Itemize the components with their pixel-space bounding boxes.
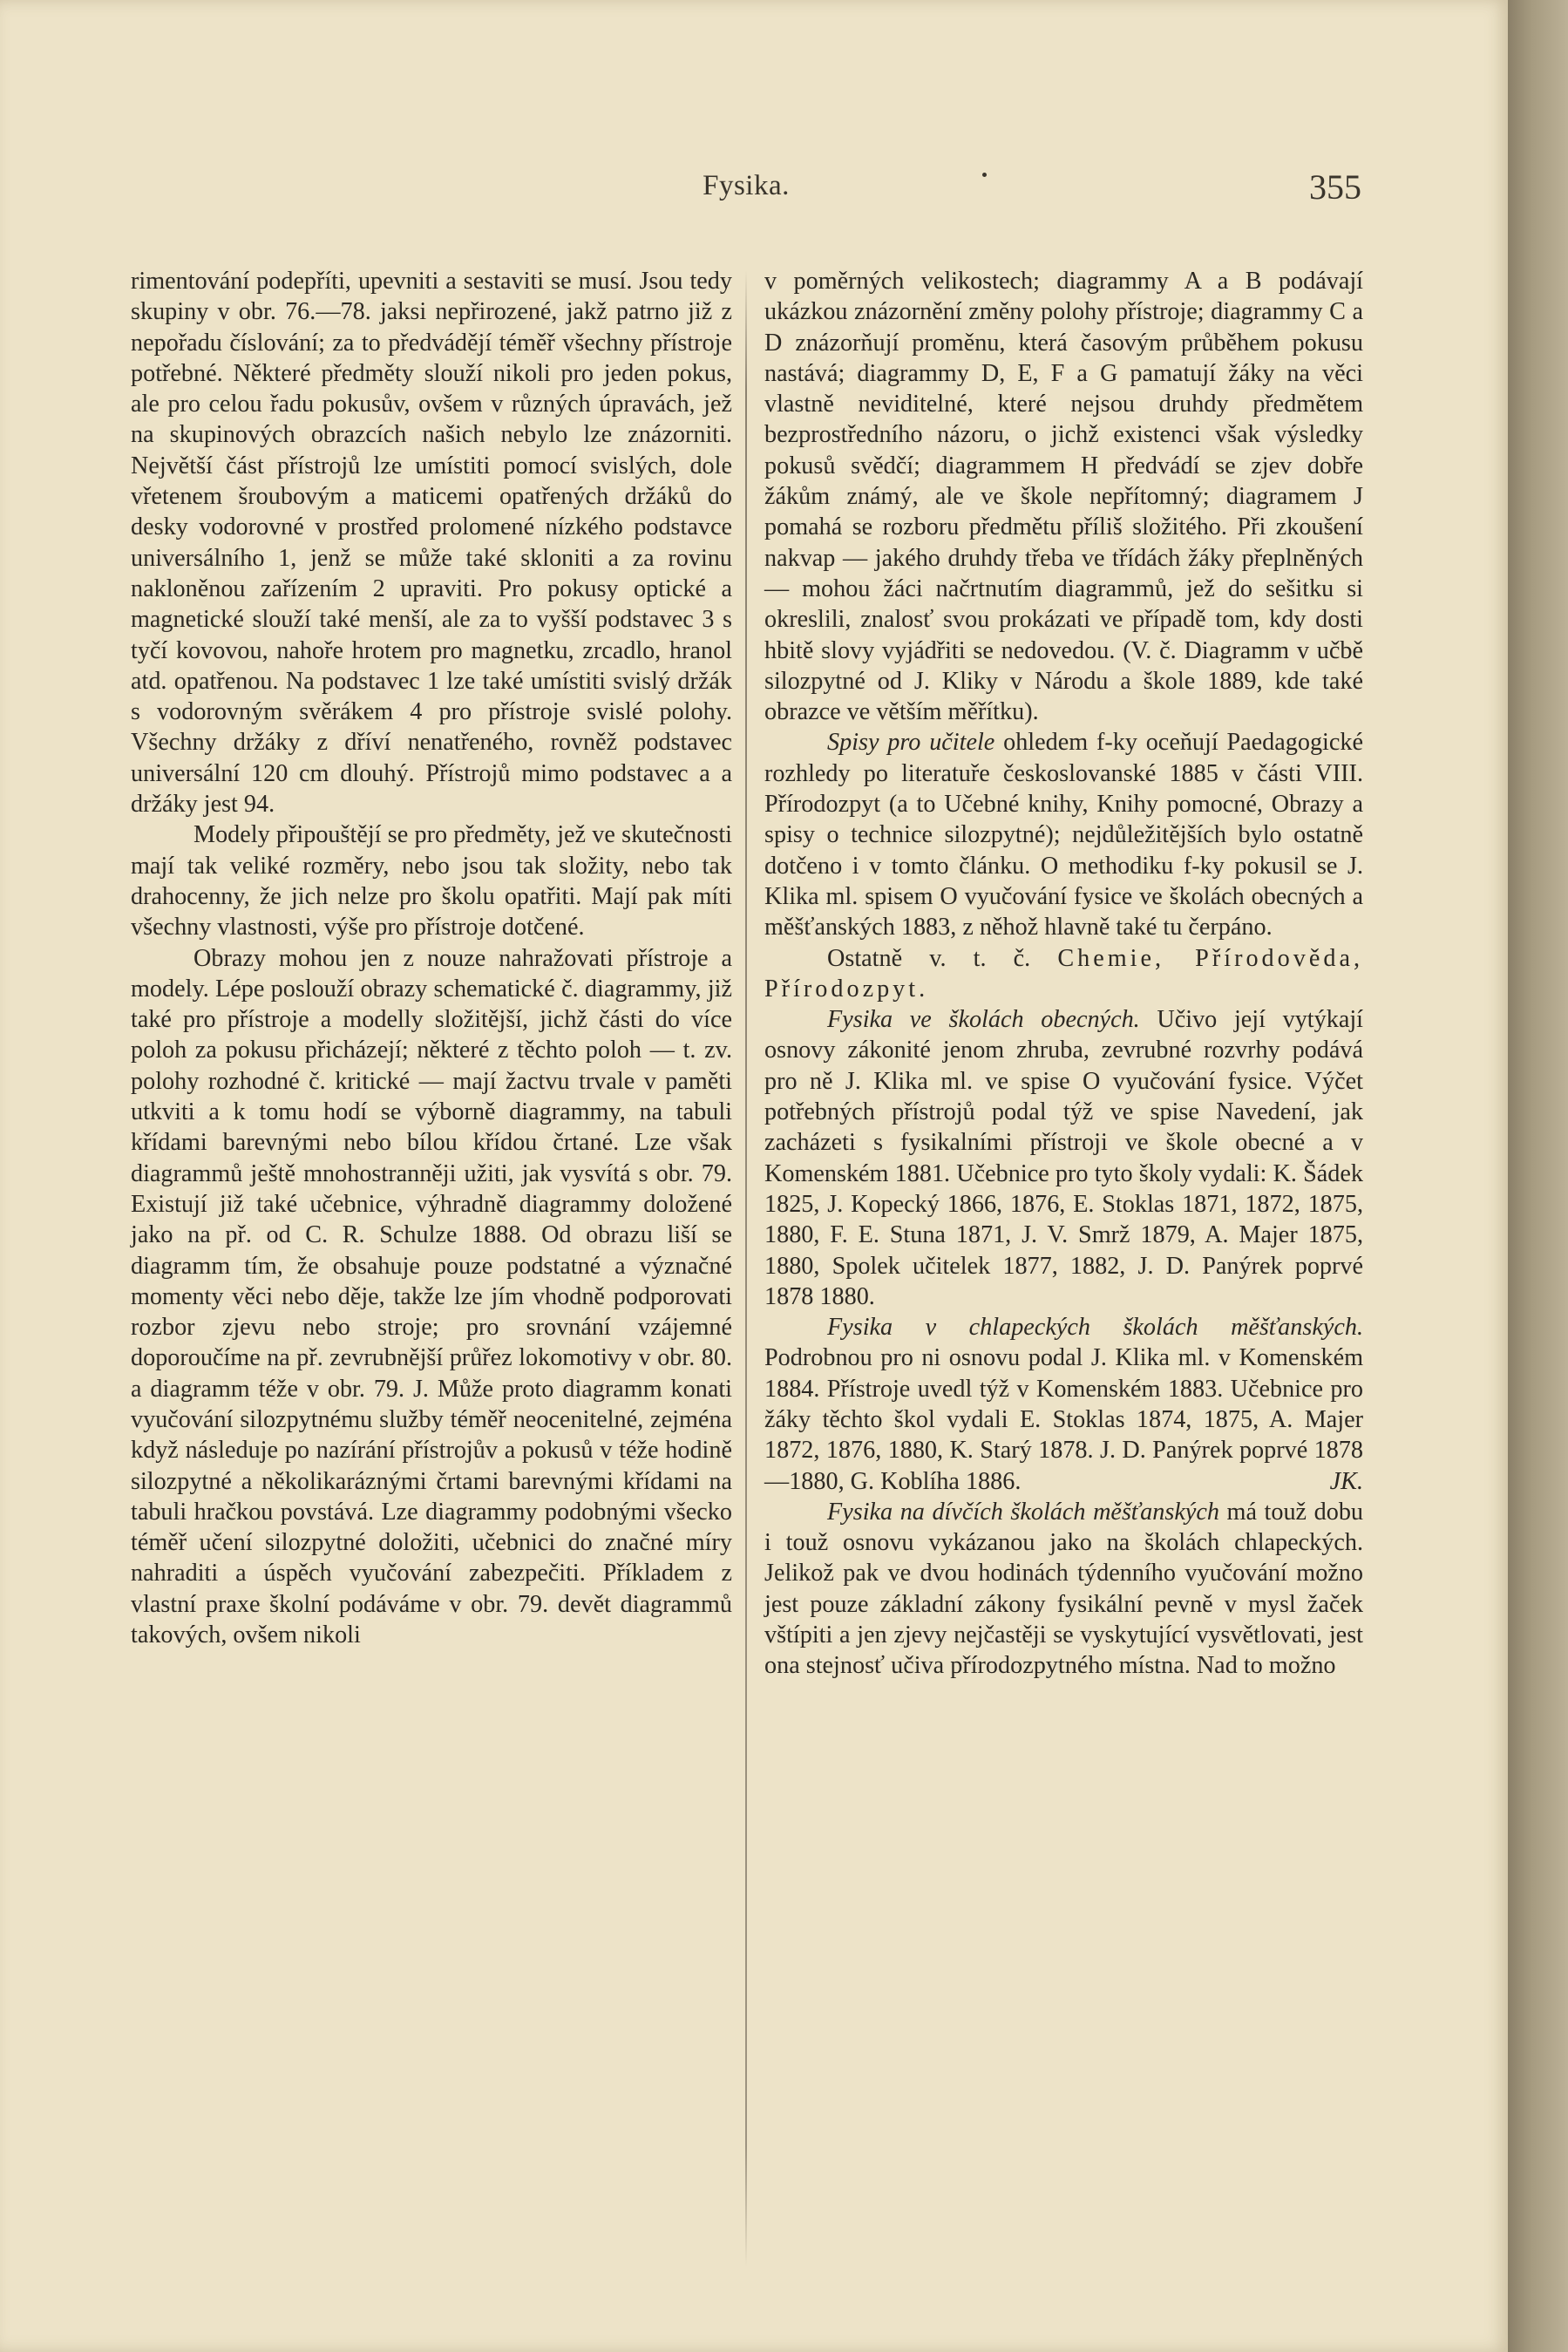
section-heading-divci: Fysika na dívčích školách měšťanských — [827, 1498, 1219, 1526]
left-paragraph-1: rimentování podepříti, upevniti a sestaviti se musí. Jsou tedy skupiny v obr. 76.—78. jaksi nepřirozené, jakž patrno již z nepořadu číslování; za to předvádějí téměř všechny přístroje potřebné. Některé předměty slouží nikoli pro jeden pokus, ale pro celou řadu pokusův, ovšem v různých úpravách, jež na skupinových obrazcích našich nebylo lze znázorniti. Největší část přístrojů lze umístiti pomocí svislých, dole vřetenem šroubovým a maticemi opatřených držáků do desky vodorovné v prostřed prolomené nízkého podstavce universálního 1, jenž se může také skloniti a za rovinu nakloněnou zařízením 2 upraviti. Pro pokusy optické a magnetické slouží také menší, ale za to vyšší podstavec 3 s tyčí kovovou, nahoře hrotem pro magnetku, zrcadlo, hranol atd. opatřenou. Na podstavec 1 lze také umístiti svislý držák s vodorovným svěrákem 4 pro přístroje svislé polohy. Všechny držáky z dříví nenatřeného, rovněž podstavec universální 120 cm dlouhý. Přístrojů mimo podstavec a a držáky jest 94. — [131, 268, 732, 819]
section-body-obecne: Učivo její vytýkají osnovy zákonité jenom zhruba, zevrubné rozvrhy podává pro ně J. Klika ml. ve spise O vyučování fysice. Výčet potřebných přístrojů podal týž ve spise Navedení, jak zacházeti s fysikalními přístroji ve škole obecné a v Komenském 1881. Učebnice pro tyto školy vydali: K. Šádek 1825, J. Kopecký 1866, 1876, E. Stoklas 1871, 1872, 1875, 1880, F. E. Stuna 1871, J. V. Smrž 1879, A. Majer 1875, 1880, Spolek učitelek 1877, 1882, J. D. Panýrek poprvé 1878 1880. — [764, 1006, 1363, 1310]
section-heading-obecne: Fysika ve školách obecných. — [827, 1006, 1140, 1034]
right-paragraph-4 — [764, 1004, 1363, 1312]
running-head — [131, 167, 1361, 214]
right-paragraph-2 — [764, 727, 1363, 942]
right-paragraph-6 — [764, 1497, 1363, 1682]
right-column — [764, 266, 1363, 2271]
column-divider — [745, 270, 747, 2267]
right-paragraph-1: v poměrných velikostech; diagrammy A a B podávají ukázkou znázornění změny polohy přístroje; diagrammy C a D znázorňují proměnu, která časovým průběhem pokusu nastává; diagrammy D, E, F a G pamatují žáky na věci vlastně neviditelné, které nejsou druhdy předmětem bezprostředního názoru, o jichž existenci však výsledky pokusů svědčí; diagrammem H předvádí se zjev dobře žákům známý, ale ve škole nepřítomný; diagramem J pomahá se rozboru předmětu příliš složitého. Při zkoušení nakvap — jakého druhdy třeba ve třídách žáky přeplněných — mohou žáci načrtnutím diagrammů, jež do sešitku si okreslili, znalosť svou prokázati ve případě tom, kdy dosti hbitě slovy vyjádřiti se nedovedou. (V. č. Diagramm v učbě silozpytné od J. Kliky v Národu a škole 1889, kde také obrazce ve větším měřítku). — [764, 268, 1363, 726]
section-heading-chlapecke: Fysika v chlapeckých školách měšťanských. — [827, 1314, 1363, 1342]
page-number: 355 — [1309, 167, 1361, 207]
left-paragraph-2: Modely připouštějí se pro předměty, jež ve skutečnosti mají tak veliké rozměry, nebo jsou tak složity, nebo tak drahocenny, že jich nelze pro školu opatřiti. Mají pak míti všechny vlastnosti, výše pro přístroje dotčené. — [131, 821, 732, 941]
section-body-chlapecke: Podrobnou pro ni osnovu podal J. Klika ml. v Komenském 1884. Přístroje uvedl týž v Komenském 1883. Učebnice pro žáky těchto škol vydali E. Stoklas 1874, 1875, A. Majer 1872, 1876, 1880, K. Starý 1878. J. D. Panýrek poprvé 1878—1880, G. Koblíha 1886. — [764, 1344, 1363, 1495]
section-body-divci: má touž dobu i touž osnovu vykázanou jako na školách chlapeckých. Jelikož pak ve dvou hodinách týdenního vyučování možno jest pouze základní zákony fysikální pevně v mysl žaček vštípiti a jen zjevy nejčastěji se vyskytující vysvětlovati, jest ona stejnosť učiva přírodozpytného místna. Nad to možno — [764, 1498, 1364, 1680]
author-signature: JK. — [1329, 1467, 1363, 1495]
running-head-title: Fysika. — [703, 170, 790, 201]
left-paragraph-3: Obrazy mohou jen z nouze nahražovati přístroje a modely. Lépe poslouží obrazy schematické č. diagrammy, již také pro přístroje a modelly složitější, jichž části do více poloh za pokusu přicházejí; některé z těchto poloh — t. zv. polohy rozhodné č. kritické — mají žactvu trvale v paměti utkviti a k tomu hodí se výborně diagrammy, na tabuli křídami barevnými nebo bílou křídou črtané. Lze však diagrammů ještě mnohostranněji užiti, jak vysvítá s obr. 79. Existují již také učebnice, výhradně diagrammy doložené jako na př. od C. R. Schulze 1888. Od obrazu liší se diagramm tím, že obsahuje pouze podstatné a význačné momenty věci nebo děje, takže lze jím vhodně podporovati rozbor zjevu nebo stroje; pro srovnání vzájemné doporoučíme na př. zevrubnější průřez lokomotivy v obr. 80. a diagramm téže v obr. 79. J. Může proto diagramm konati vyučování silozpytnému služby téměř neocenitelné, zejména když následuje po nazírání přístrojův a pokusů v téže hodině silozpytné a několikaráznými črtami barevnými křídami na tabuli hračkou povstává. Lze diagrammy podobnými všecko téměř učení silozpytné doložiti, učebnici do značné míry nahraditi a úspěch vyučování zabezpečiti. Příkladem z vlastní praxe školní podáváme v obr. 79. devět diagrammů takových, ovšem nikoli — [131, 944, 732, 1649]
page-edge — [1508, 0, 1568, 2352]
cross-reference-lead: Ostatně v. t. č. — [827, 944, 1031, 972]
left-column — [131, 266, 732, 2271]
cross-reference-terms: Chemie, Přírodověda, Přírodozpyt. — [764, 944, 1364, 1003]
section-heading-spisy: Spisy pro učitele — [827, 729, 995, 757]
right-paragraph-5 — [764, 1312, 1363, 1497]
section-body-spisy: ohledem f-ky oceňují Paedagogické rozhledy po literatuře českoslovanské 1885 v části VIII. Přírodozpyt (a to Učebné knihy, Knihy pomocné, Obrazy a spisy o technice silozpytné); nejdůležitějších bylo ostatně dotčeno i v tomto článku. O methodiku f-ky pokusil se J. Klika ml. spisem O vyučování fysice ve školách obecných a měšťanských 1883, z něhož hlavně také tu čerpáno. — [764, 729, 1363, 941]
right-paragraph-3 — [764, 943, 1363, 1005]
